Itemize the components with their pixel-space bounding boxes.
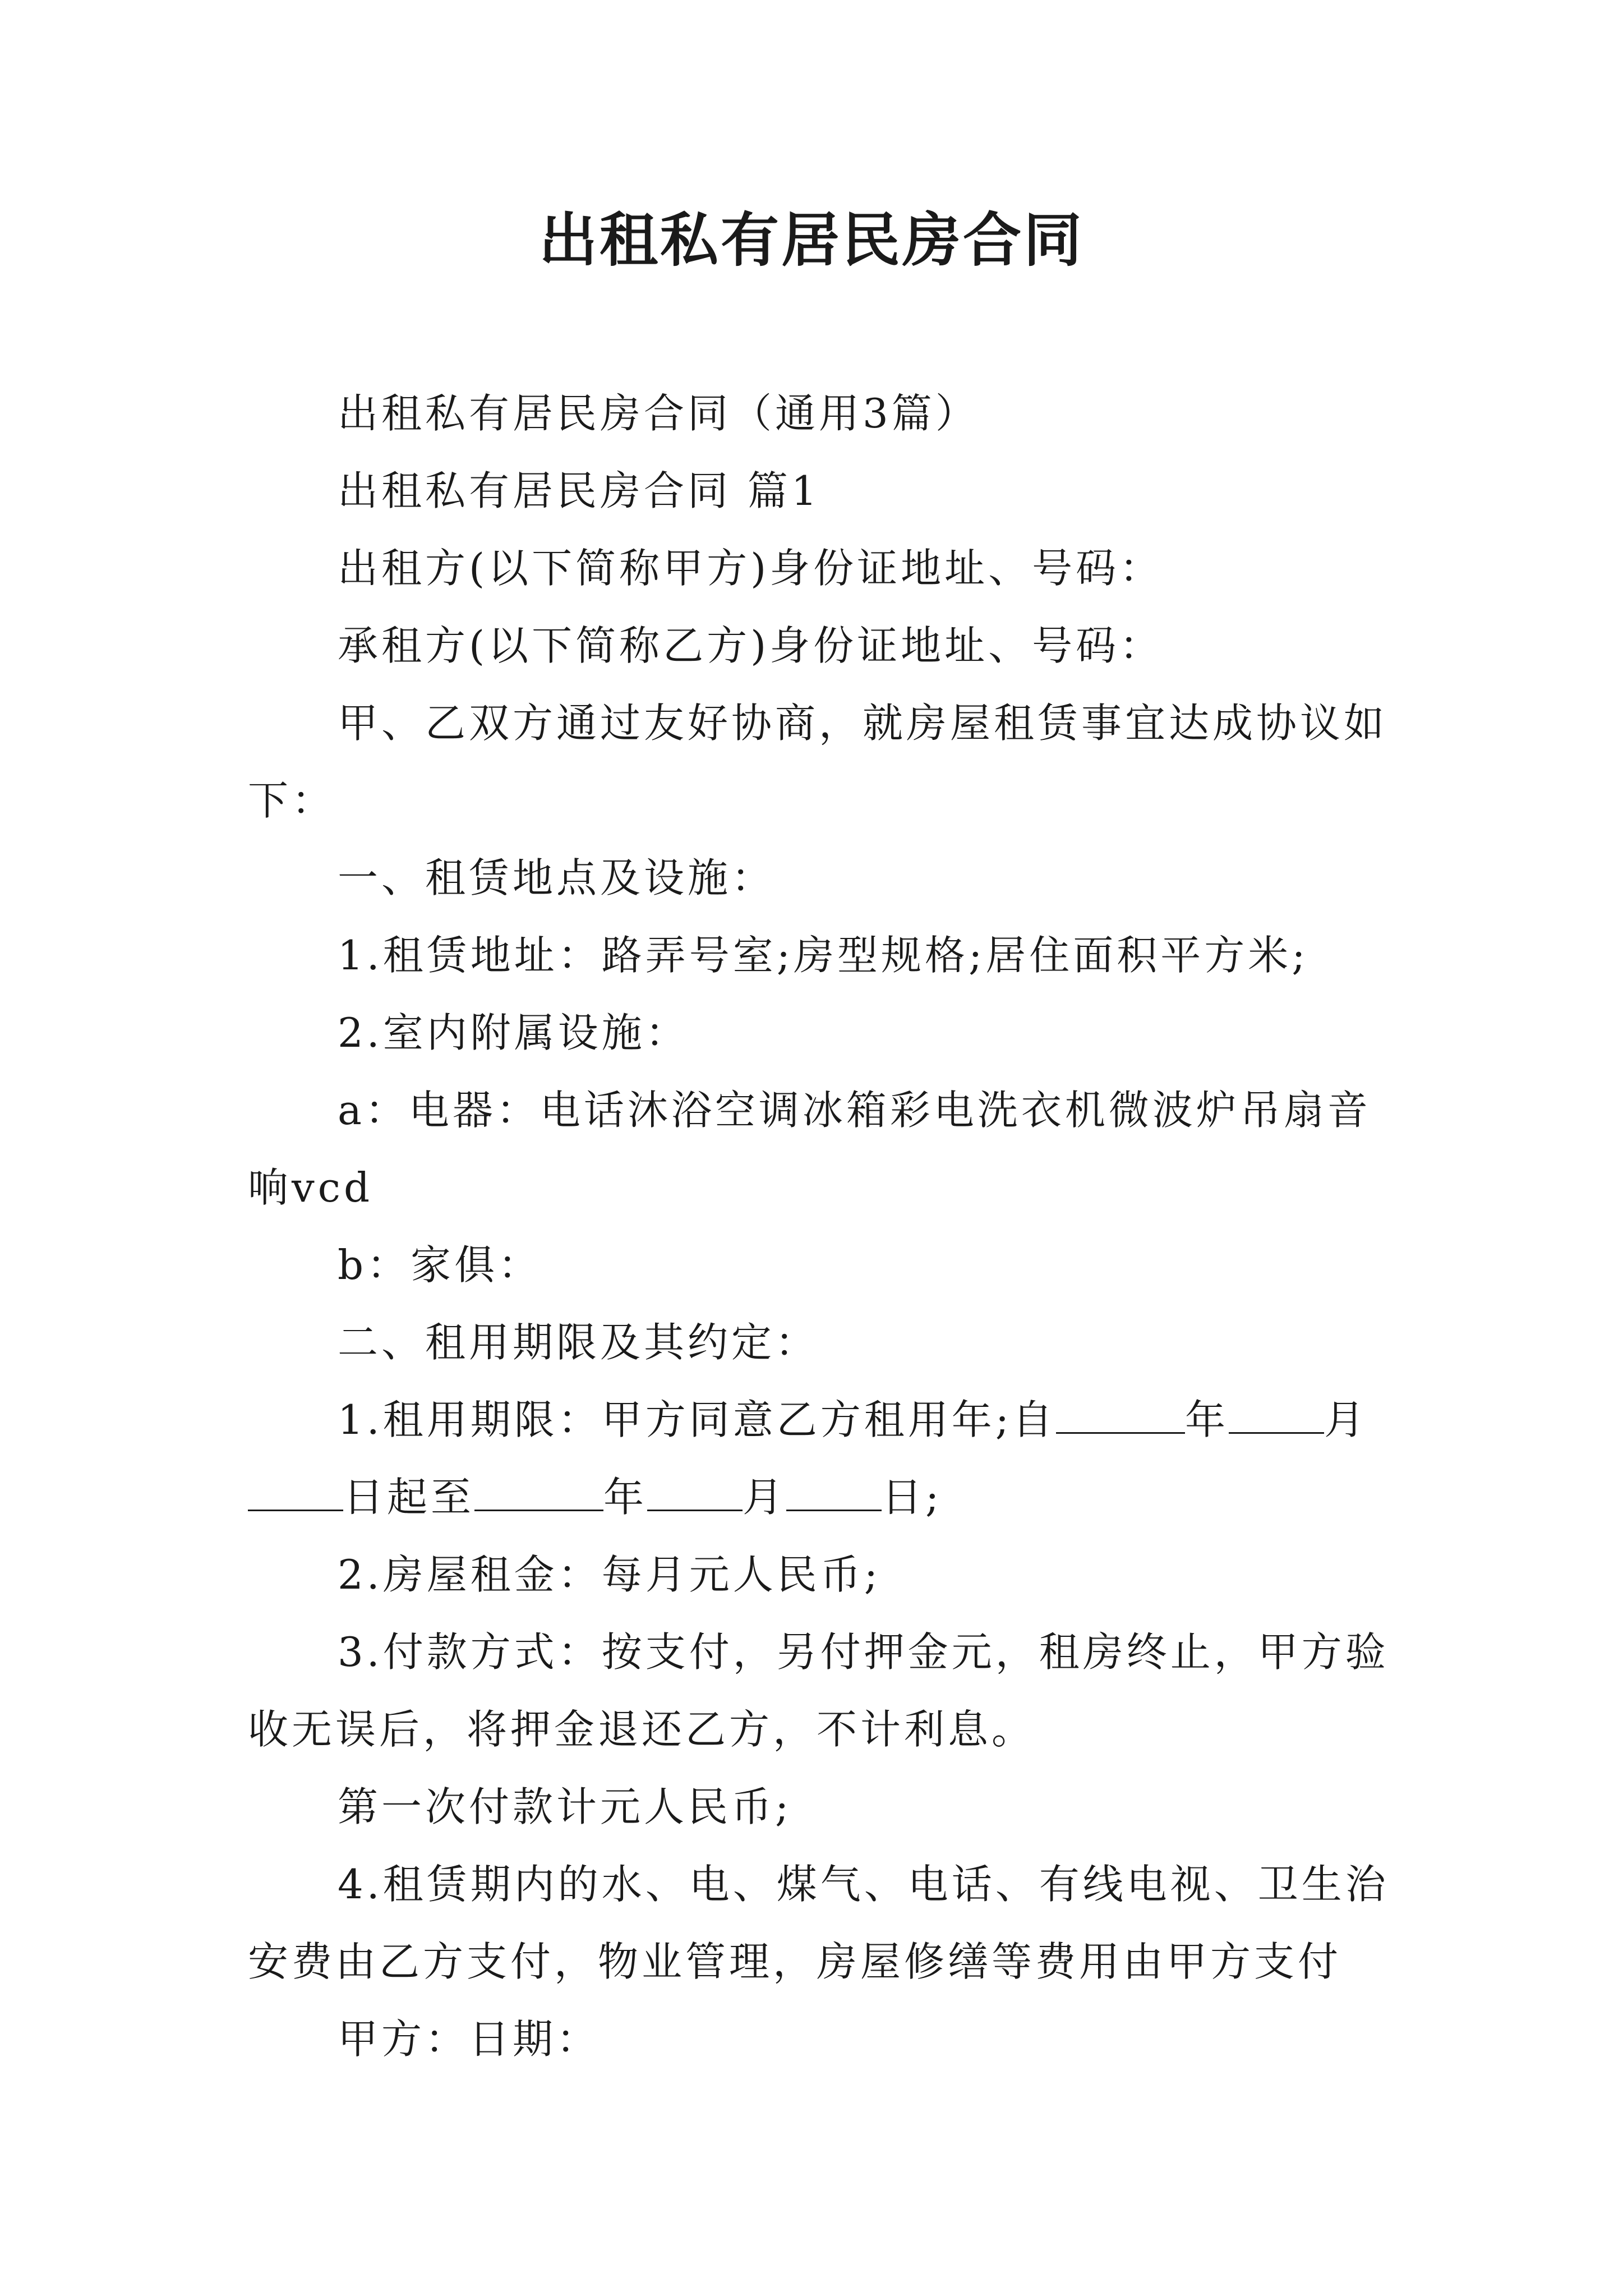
blank-end-day xyxy=(786,1473,882,1511)
paragraph-lessor: 出租方(以下简称甲方)身份证地址、号码： xyxy=(338,545,1164,592)
paragraph-clause-1-heading: 一、租赁地点及设施： xyxy=(338,854,776,901)
lease-term-month-start: 月 xyxy=(1324,1396,1368,1443)
paragraph-signature: 甲方：日期： xyxy=(338,2016,601,2063)
paragraph-lessee: 承租方(以下简称乙方)身份证地址、号码： xyxy=(338,622,1164,669)
paragraph-agreement: 甲、乙双方通过友好协商，就房屋租赁事宜达成协议如下： xyxy=(248,700,1388,824)
paragraph-payment-method: 3.付款方式：按支付，另付押金元，租房终止，甲方验收无误后，将押金退还乙方，不计利息。 xyxy=(248,1628,1389,1753)
document-title: 出租私有居民房合同 xyxy=(538,205,1084,274)
paragraph-lease-address: 1.租赁地址：路弄号室;房型规格;居住面积平方米; xyxy=(338,932,1309,979)
lease-term-prefix: 1.租用期限：甲方同意乙方租用年;自 xyxy=(338,1396,1056,1443)
blank-end-month xyxy=(647,1473,743,1511)
lease-term-year-start: 年 xyxy=(1184,1396,1229,1443)
lease-term-day-start: 日起至 xyxy=(343,1474,475,1521)
paragraph-section-heading: 出租私有居民房合同 篇1 xyxy=(338,467,820,514)
blank-start-month xyxy=(1229,1396,1324,1434)
paragraph-utilities: 4.租赁期内的水、电、煤气、电话、有线电视、卫生治安费由乙方支付，物业管理，房屋修缮等费用由甲方支付 xyxy=(248,1861,1389,1985)
lease-term-year-end: 年 xyxy=(603,1474,648,1521)
paragraph-lease-term xyxy=(248,1381,1392,1536)
paragraph-subtitle: 出租私有居民房合同（通用3篇） xyxy=(338,390,979,437)
blank-start-year xyxy=(1056,1396,1185,1434)
document-body xyxy=(248,375,1392,2078)
lease-term-month-end: 月 xyxy=(743,1474,787,1521)
blank-start-day xyxy=(248,1473,343,1511)
paragraph-rent: 2.房屋租金：每月元人民币; xyxy=(338,1551,881,1598)
paragraph-appliances: a：电器：电话沐浴空调冰箱彩电洗衣机微波炉吊扇音响vcd xyxy=(248,1087,1371,1211)
lease-term-day-end: 日; xyxy=(882,1474,943,1521)
blank-end-year xyxy=(474,1473,603,1511)
paragraph-facilities: 2.室内附属设施： xyxy=(338,1009,689,1056)
paragraph-first-payment: 第一次付款计元人民币; xyxy=(338,1783,792,1830)
paragraph-clause-2-heading: 二、租用期限及其约定： xyxy=(338,1319,819,1366)
paragraph-furniture: b：家俱： xyxy=(338,1241,542,1289)
